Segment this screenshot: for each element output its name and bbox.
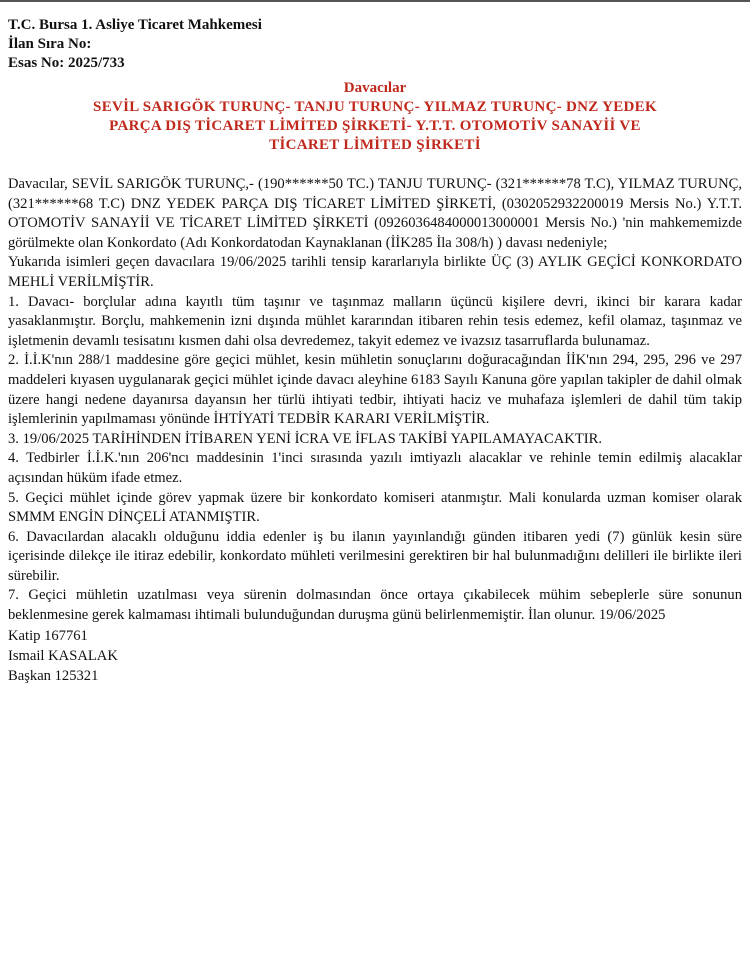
paragraph-item-4: 4. Tedbirler İ.İ.K.'nın 206'ncı maddesinin 1'inci sırasında yazılı imtiyazlı alacaklar ve rehinle temin edilmiş alacaklar açısından hüküm ifade etmez. (8, 450, 742, 486)
paragraph-item-1: 1. Davacı- borçlular adına kayıtlı tüm taşınır ve taşınmaz malların üçüncü kişilere devri, ikinci bir karara kadar yasaklanmıştır. Borçlu, mahkemenin izni dışında mühlet kararından itibaren rehin tesis edemez, kefil olamaz, taşınmaz ve işletmenin devamlı tesisatını kısmen dahi olsa devredemez, takyit edemez ve ivazsız tasarruflarda bulunamaz. (8, 293, 742, 349)
signature-block (8, 626, 742, 686)
plaintiffs-title (8, 79, 742, 155)
paragraph-decision: Yukarıda isimleri geçen davacılara 19/06/2025 tarihli tensip kararlarıyla birlikte ÜÇ (3) AYLIK GEÇİCİ KONKORDATO MEHLİ VERİLMİŞTİR. (8, 254, 742, 290)
announcement-body (8, 175, 742, 626)
paragraph-item-6: 6. Davacılardan alacaklı olduğunu iddia edenler iş bu ilanın yayınlandığı günden itibaren yedi (7) günlük kesin süre içerisinde dilekçe ile itiraz edebilir, konkordato mühleti verilmesini gerektiren bir hal bulunmadığını delilleri ile birlikte ileri sürebilir. (8, 528, 742, 584)
plaintiffs-label: Davacılar (343, 80, 407, 96)
court-name: T.C. Bursa 1. Asliye Ticaret Mahkemesi (8, 17, 262, 33)
plaintiffs-line-1: SEVİL SARIGÖK TURUNÇ- TANJU TURUNÇ- YILMAZ TURUNÇ- DNZ YEDEK (93, 99, 657, 115)
paragraph-item-2: 2. İ.İ.K'nın 288/1 maddesine göre geçici mühlet, kesin mühletin sonuçlarını doğuracağından İİK'nın 294, 295, 296 ve 297 maddeleri kıyasen uygulanarak geçici mühlet içinde davacı aleyhine 6183 Sayılı Kanuna göre yapılan takipler de dahil olmak üzere hangi nedene dayanırsa dayansın her türlü ihtiyati tedbir, ihtiyati haciz ve muhafaza işlemleri de dahil tüm takip işlemlerinin yapılmaması yönünde İHTİYATİ TEDBİR KARARI VERİLMİŞTİR. (8, 352, 742, 428)
esas-no: Esas No: 2025/733 (8, 55, 125, 71)
ilan-sira-no: İlan Sıra No: (8, 36, 92, 52)
signer-name: Ismail KASALAK (8, 647, 118, 664)
paragraph-item-3: 3. 19/06/2025 TARİHİNDEN İTİBAREN YENİ İCRA VE İFLAS TAKİBİ YAPILAMAYACAKTIR. (8, 430, 602, 447)
plaintiffs-line-2: PARÇA DIŞ TİCARET LİMİTED ŞİRKETİ- Y.T.T. OTOMOTİV SANAYİİ VE (109, 118, 641, 134)
paragraph-item-7: 7. Geçici mühletin uzatılması veya sürenin dolmasından önce ortaya çıkabilecek mühim sebeplerle süre sonunun beklenmesine gerek kalmaması ihtimali bulunduğundan duruşma günü belirlenmemiştir. İlan olunur. 19/06/2025 (8, 587, 742, 624)
plaintiffs-line-3: TİCARET LİMİTED ŞİRKETİ (269, 137, 481, 153)
clerk-line: Katip 167761 (8, 627, 88, 644)
president-line: Başkan 125321 (8, 667, 99, 684)
paragraph-item-5: 5. Geçici mühlet içinde görev yapmak üzere bir konkordato komiseri atanmıştır. Mali konularda uzman komiser olarak SMMM ENGİN DİNÇELİ ATANMIŞTIR. (8, 489, 742, 526)
paragraph-intro: Davacılar, SEVİL SARIGÖK TURUNÇ,- (190******50 TC.) TANJU TURUNÇ- (321******78 T.C), YILMAZ TURUNÇ, (321******68 T.C) DNZ YEDEK PARÇA DIŞ TİCARET LİMİTED ŞİRKETİ, (0302052932200019 Mersis No.) Y.T.T. OTOMOTİV SANAYİİ VE TİCARET LİMİTED ŞİRKETİ (0926036484000013000001 Mersis No.) 'nin mahkememizde görülmekte olan Konkordato (Adı Konkordatodan Kaynaklanan (İİK285 İla 308/h) ) davası nedeniyle; (8, 176, 742, 251)
